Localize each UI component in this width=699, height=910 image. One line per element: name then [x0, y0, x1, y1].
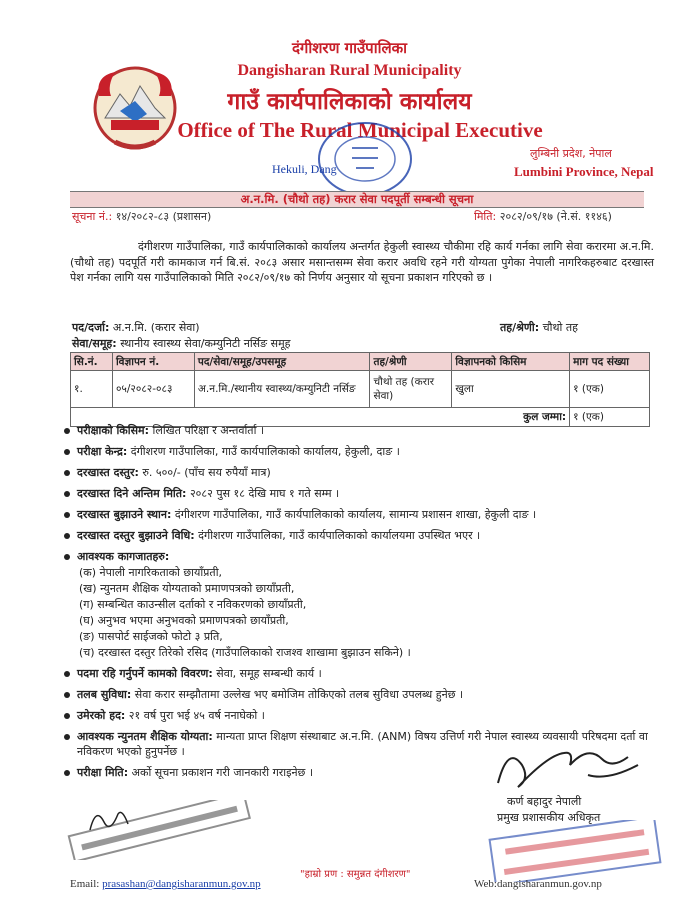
item-label: दरखास्त दस्तुर: — [77, 466, 139, 479]
item-label: परीक्षा मिति: — [77, 766, 129, 779]
grade-label: तह/श्रेणी: — [500, 321, 540, 334]
date-value: २०८२/०९/१७ (ने.सं. ११४६) — [499, 210, 612, 223]
footer-email — [70, 878, 261, 890]
col-header-count: माग पद संख्या — [570, 353, 650, 371]
table-header-row — [71, 353, 650, 371]
list-item-documents — [62, 549, 682, 660]
list-item — [62, 507, 682, 522]
item-text: २१ वर्ष पुरा भई ४५ वर्ष ननाघेको । — [125, 709, 265, 722]
reference-value: १४/२०८२-८३ (प्रशासन) — [115, 210, 212, 223]
service-label: सेवा/समूह: — [72, 337, 117, 350]
list-item — [62, 444, 682, 459]
item-text: सेवा, समूह सम्बन्धी कार्य । — [212, 667, 322, 680]
col-header-ad-type: विज्ञापनको किसिम — [452, 353, 570, 371]
office-location: Hekuli, Dang — [272, 162, 337, 176]
notice-date — [474, 209, 612, 224]
col-header-level: तह/श्रेणी — [370, 353, 452, 371]
item-label: दरखास्त दस्तुर बुझाउने विधि: — [77, 529, 195, 542]
signature-icon — [478, 735, 658, 795]
item-label: तलब सुविधा: — [77, 688, 132, 701]
grade-value: चौथो तह — [542, 321, 578, 334]
vacancy-table — [70, 352, 650, 427]
cell-level: चौथो तह (करार सेवा) — [370, 371, 452, 408]
municipality-name-nepali: दंगीशरण गाउँपालिका — [291, 39, 408, 57]
signatory-title: प्रमुख प्रशासकीय अधिकृत — [497, 811, 601, 824]
cell-sn: १. — [71, 371, 113, 408]
province-nepali: लुम्बिनी प्रदेश, नेपाल — [530, 147, 612, 160]
post-value: अ.न.मि. (करार सेवा) — [112, 321, 200, 334]
list-item — [62, 708, 682, 723]
item-text: सेवा करार सम्झौतामा उल्लेख भए बमोजिम तोकिएको तलब सुविधा उपलब्ध हुनेछ । — [131, 688, 464, 701]
document-item: (ङ) पासपोर्ट साईजको फोटो ३ प्रति, — [79, 630, 223, 643]
list-item — [62, 666, 682, 681]
document-item: (घ) अनुभव भएमा अनुभवको प्रमाणपत्रको छायाँप्रती, — [79, 614, 289, 627]
notice-title: अ.न.मि. (चौथो तह) करार सेवा पदपूर्ती सम्बन्धी सूचना — [70, 191, 644, 208]
item-text: रु. ५००/- (पाँच सय रुपैयाँ मात्र) — [138, 466, 271, 479]
table-row — [71, 371, 650, 408]
item-label: दरखास्त बुझाउने स्थान: — [77, 508, 172, 521]
col-header-sn: सि.नं. — [71, 353, 113, 371]
item-text: अर्को सूचना प्रकाशन गरी जानकारी गराइनेछ । — [128, 766, 314, 779]
item-text: मान्यता प्राप्त शिक्षण संस्थाबाट अ.न.मि. (ANM) विषय उत्तिर्ण गरी नेपाल स्वास्थ्य व्यवसायी परिषदमा दर्ता वा नविकरण भएको हुनुपर्नेछ । — [77, 730, 648, 758]
total-label: कुल जम्मा: — [71, 408, 570, 427]
total-value: १ (एक) — [570, 408, 650, 427]
list-item — [62, 687, 682, 702]
col-header-post: पद/सेवा/समूह/उपसमूह — [194, 353, 370, 371]
document-item: (ख) न्युनतम शैक्षिक योग्यताको प्रमाणपत्रको छायाँप्रती, — [79, 582, 295, 595]
list-item — [62, 465, 682, 480]
item-label: पदमा रहि गर्नुपर्ने कामको विवरण: — [77, 667, 213, 680]
stamp-right-icon — [480, 820, 670, 882]
item-label: परीक्षा केन्द्र: — [77, 445, 128, 458]
cell-count: १ (एक) — [570, 371, 650, 408]
item-label: आवश्यक न्युनतम शैक्षिक योग्यता: — [77, 730, 213, 743]
item-label: परीक्षाको किसिम: — [77, 424, 150, 437]
list-item — [62, 486, 682, 501]
office-stamp-icon — [312, 118, 418, 200]
document-item: (क) नेपाली नागरिकताको छायाँप्रती, — [79, 566, 223, 579]
item-text: दंगीशरण गाउँपालिका, गाउँ कार्यपालिकाको कार्यालय, सामान्य प्रशासन शाखा, हेकुली दाङ । — [171, 508, 537, 521]
col-header-ad-no: विज्ञापन नं. — [112, 353, 194, 371]
cell-ad-type: खुला — [452, 371, 570, 408]
municipality-name-english: Dangisharan Rural Municipality — [237, 62, 462, 79]
email-link[interactable]: prasashan@dangisharanmun.gov.np — [102, 878, 261, 890]
intro-paragraph: दंगीशरण गाउँपालिका, गाउँ कार्यपालिकाको कार्यालय अन्तर्गत हेकुली स्वास्थ्य चौकीमा रहि कार्य गर्नका लागि सेवा करारमा अ.न.मि. (चौथो तह) पदपूर्ति गरी कामकाज गर्न बि.सं. २०८३ असार मसान्तसम्म सेवा करार अवधि रहने गरी योग्यता पुगेका नेपाली नागरिकहरुबाट दरखास्त पेश गर्नका लागि यस गाउँपालिकाको मिति २०८२/०९/१७ को निर्णय अनुसार यो सूचना प्रकाशन गरिएको छ । — [70, 240, 654, 284]
document-item: (ग) सम्बन्धित काउन्सील दर्ताको र नविकरणको छायाँप्रती, — [79, 598, 307, 611]
item-label: आवश्यक कागजातहरु: — [77, 550, 170, 563]
province-english: Lumbini Province, Nepal — [514, 164, 654, 179]
item-label: उमेरको हद: — [77, 709, 126, 722]
reference-label: सूचना नं.: — [72, 210, 113, 223]
list-item — [62, 528, 682, 543]
footer-slogan: "हाम्रो प्रण : समुन्नत दंगीशरण" — [300, 869, 411, 880]
grade-line — [500, 320, 578, 335]
service-value: स्थानीय स्वास्थ्य सेवा/कम्युनिटी नर्सिङ समूह — [120, 337, 291, 350]
notice-conditions-list — [62, 423, 682, 780]
cell-ad-no: ०५/२०८२-०८३ — [112, 371, 194, 408]
stamp-left-icon — [60, 800, 260, 860]
item-text: २०८२ पुस १८ देखि माघ १ गते सम्म । — [186, 487, 340, 500]
document-item: (च) दरखास्त दस्तुर तिरेको रसिद (गाउँपालिकाको राजश्व शाखामा बुझाउन सकिने) । — [79, 646, 411, 659]
post-label: पद/दर्जा: — [72, 321, 110, 334]
item-text: लिखित परिक्षा र अन्तर्वार्ता । — [149, 424, 265, 437]
footer-website[interactable]: Web:dangisharanmun.gov.np — [474, 878, 602, 890]
post-line — [72, 320, 200, 335]
item-label: दरखास्त दिने अन्तिम मिति: — [77, 487, 187, 500]
email-label: Email: — [70, 878, 100, 890]
office-name-nepali: गाउँ कार्यपालिकाको कार्यालय — [227, 89, 472, 115]
service-line — [72, 336, 290, 351]
office-name-english: Office of The Rural Municipal Executive — [177, 118, 543, 142]
item-text: दंगीशरण गाउँपालिका, गाउँ कार्यपालिकाको कार्यालयमा उपस्थित भएर । — [194, 529, 481, 542]
list-item — [62, 423, 682, 438]
signatory-name: कर्ण बहादुर नेपाली — [507, 795, 582, 808]
notice-reference — [72, 209, 211, 224]
cell-post: अ.न.मि./स्थानीय स्वास्थ्य/कम्युनिटी नर्सिङ — [194, 371, 370, 408]
date-label: मिति: — [474, 210, 497, 223]
item-text: दंगीशरण गाउँपालिका, गाउँ कार्यपालिकाको कार्यालय, हेकुली, दाङ । — [127, 445, 400, 458]
